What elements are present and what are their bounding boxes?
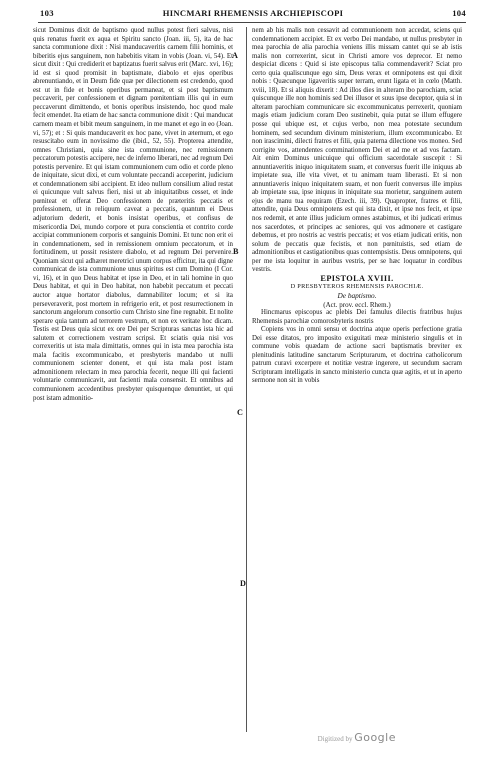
page-number-right: 104 [452,8,466,18]
epistola-body: Copiens vos in omni sensu et doctrina atque operis perfectione gratia Dei esse ditatos, pro imposito exiguitati meæ ministerio singulis et in commune vobis quædam de actione sacri baptismatis breviter ex plenitudinis latitudine sanctarum Scripturarum, et doctrina catholicorum patrum curavi excerpere et notitiæ vestræ ingerere, ut secundum sacram Scripturam intelligatis in sancto ministerio cuncta quæ agitis, et ut in aperto sermone non sit in vobis [252,326,462,385]
digitization-watermark [318,731,396,744]
epistola-topic: De baptismo. [337,290,377,300]
margin-marker-a: A [232,51,238,60]
right-column [252,27,462,386]
right-column-text: nem ab his malis non cessavit ad communionem non accedat, sciens qui condemnationem accipiet. Et ex verbo Dei mandabo, ut nullus presbyter in mea parochia de alia parochia veniens illis missam cantet qui se ab istis malis non correxerint, sicut in Christi amore vos deprecor. Et nemo despiciat dicens : Quid si iste episcopus talia commendaverit? Sciat pro certo quia qualiscunque ego sim, Deus verax et omnipotens est qui dixit nobis : Quæcunque ligaveritis super terram, erunt ligata et in cœlo (Matth. xviii, 18). Et si aliquis dixerit : Ad illos dies in alteram ibo parochiam, sciat quiscunque ille non hominis sed Dei illusor et suus ipse deceptor, quia si in alteram parochiam communicare sic excommunicatus perrexerit, quoniam magis etiam judicium coram Deo sustinebit, quia putat se illum effugere posse qui ubique est, et cujus verbo, non mea potestate secundum hominem, sed secundum divinum ministerium, illum excommunicabo. Et non irascimini, dilecti fratres et filii, quia paterna dilectione vos moneo. Sed corrigite vos, attendentes comminationem Dei et ad me et ad vos factam. Ait enim Dominus unicuique qui officium sacerdotale suscepit : Si annuntiaveritis iniquo iniquitatem suam, et conversus fuerit ille iniquus ab impietate sua, ille vita vivet, et tu animam tuam liberasti. Et si non annuntiaveris iniquo iniquitatem suam, et non fuerit conversus ille impius ab impietate sua, ipse iniquus in iniquitate sua morietur, sanguinem autem ejus de manu tua requiram (Ezech. iii, 39). Quapropter, fratres et filii, attendite, quia Deus omnipotens est qui ista dixit, et ipse nos fecit, et ipse nos redemit, et ante illius judicium omnes astabimus, et ibi judicati erimus nos sacerdotes, et principes ac seniores, qui vos admonere et castigare debemus, et pro nostris ac vestris peccatis; et vos etiam judicati eritis, non solum de peccatis quæ fecistis, et non pœnituistis, sed etiam de admonitionibus et castigationibus quas contempsistis. Deus omnipotens, qui per me ista loquitur in auribus vestris, per se hæc loquatur in cordibus vestris. [252,27,462,274]
margin-marker-c: C [237,408,243,417]
left-column-text: sicut Dominus dixit de baptismo quod nullus potest fieri salvus, nisi quis renatus fuerit ex aqua et Spiritu sancto (Joan. iii, 5), ita de hac sancta communione dixit : Nisi manducaveritis carnem filii hominis, et biberitis ejus sanguinem, non habebitis vitam in vobis (Joan. vi, 54). Et sicut dixit : Qui crediderit et baptizatus fuerit salvus erit (Marc. xvi, 16); id est si quod promisit in baptismate, diabolo et ejus operibus abrenuntiando, et in Deum fide quæ per dilectionem est credendo, quod est ut in fide et bonis operibus permaneat, et si post baptismum peccaverit, per confessionem et dignam pœnitentiam illis qui in eum peccaverunt dimittendo, et bonis operibus insistendo, hoc quod male fecit emendet. Ita etiam de hac sancta communione dixit : Qui manducat carnem meam et bibit meum sanguinem, in me manet et ego in eo (Joan. vi, 57); et : Si quis manducaverit ex hoc pane, vivet in æternum, et ego resuscitabo eum in novissimo die (ibid., 52, 55). Propterea attendite, omnes Christiani, quia sine ista communione, nec remissionem peccatorum potestis accipere, nec de inferno liberari, nec ad regnum Dei potestis pervenire. Et qui istam communionem cum odio et corde pleno de iniquitate, sicut dixi, et cum voluntate peccandi acceperint, judicium et condemnationem sibi accipient. Et ideo nullum consilium aliud restat ei quicunque vult salvus fieri, nisi ut ab iniquitatibus cesset, et inde pœniteat et offerat Deo confessionem de præteritis peccatis et professionem, ut in reliquum caveat a peccatis, quantum ei Deus adjutorium dederit, et bonis insistat operibus, et confisus de misericordia Dei, mundo corpore et pura conscientia et contrito corde accipiat communionem corporis et sanguinis Domini. Et tunc non erit ei in condemnationem, sed in remissionem omnium peccatorum, et in fortitudinem, ut possit resistere diabolo, et ad regnum Dei pervenire. Quoniam sicut qui adhæret meretrici unum corpus efficitur, ita qui digne communicat de ista communione unus spiritus est cum Domino (I Cor. vi, 16), et in quo Deus habitat et ipse in Deo, et in tali homine in quo Deus habitat, et qui in Deo habitat, non habebit peccatum et peccati auctor atque hortator diabolus, damnabiliter locum; et si ita perseveraverit, post mortem in refrigerio erit, et post resurrectionem in sanctorum angelorum consortio cum Christo sine fine regnabit. Et nolite sperare quia tantum ad terrorem vestrum, et non ex veritate hoc dicam. Testis est Deus quia sicut ex ore Dei per Scripturas sanctas ista hic ad salutem et correctionem vestram scripsi. Et sciatis quia nisi vos correxeritis ut ista mala dimittatis, omnes qui in ista mea parochia ista mala facitis excommunicabo, et presbyteris mandabo ut nulli communionem scienter donent, et qui ista mala post istam admonitionem relectam in mea parochia fecerit, neque illi qui facienti voluntarie communicavit, aut facienti mala consensit. Et omnibus ad communionem accedentibus presbyter quisquenque denuntiet, ut qui post istam admonitio- [33,27,233,402]
page-number-left: 103 [40,8,54,18]
left-column [33,27,233,403]
google-logo: Google [354,731,396,744]
epistola-title: EPISTOLA XVIII. [320,273,394,283]
epistola-source-note: (Act. prov. eccl. Rhem.) [323,300,391,309]
margin-marker-d: D [240,579,246,588]
watermark-prefix: Digitized by [317,735,353,743]
header-rule [38,22,466,23]
running-header [40,8,466,22]
epistola-subtitle: D PRESBYTEROS RHEMENSIS PAROCHIÆ. [290,283,424,291]
column-divider [246,27,247,732]
margin-marker-b: B [233,247,239,256]
epistola-salutation: Hincmarus episcopus ac plebis Dei famulus dilectis fratribus hujus Rhemensis parochiæ comorosbyteris nostris [252,309,462,325]
running-title: HINCMARI RHEMENSIS ARCHIEPISCOPI [162,8,344,18]
